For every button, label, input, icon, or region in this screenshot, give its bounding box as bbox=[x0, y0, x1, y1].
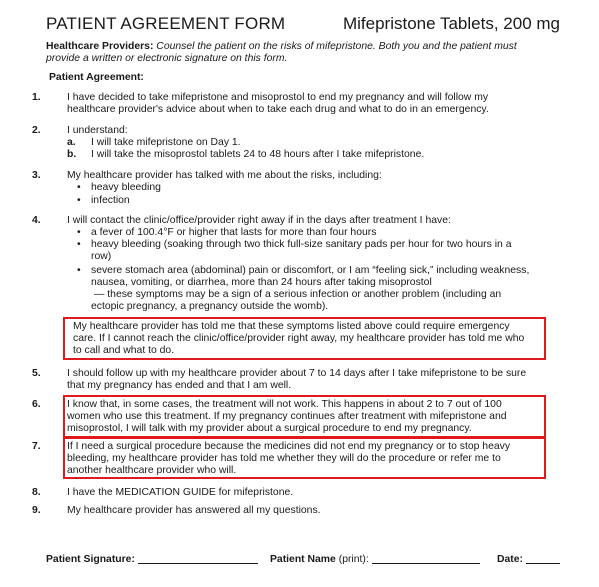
product-name: Mifepristone Tablets, 200 mg bbox=[342, 14, 560, 33]
item-4-emergency: care. If I cannot reach the clinic/office/provider right away, my healthcare provider has told me who bbox=[73, 333, 525, 344]
item-3-bullet: infection bbox=[91, 195, 130, 206]
patient-signature-field[interactable] bbox=[46, 553, 258, 565]
bullet-icon: • bbox=[77, 239, 81, 250]
item-number: 3. bbox=[32, 170, 41, 181]
provider-instructions bbox=[46, 41, 566, 66]
item-3-line: My healthcare provider has talked with me about the risks, including: bbox=[67, 170, 382, 181]
bullet-icon: • bbox=[77, 182, 81, 193]
patient-agreement-heading: Patient Agreement: bbox=[49, 72, 144, 83]
date-field[interactable] bbox=[497, 553, 560, 565]
subitem-label: a. bbox=[67, 137, 76, 148]
form-title: PATIENT AGREEMENT FORM bbox=[46, 14, 286, 33]
item-4-note: ectopic pregnancy, a pregnancy outside the womb). bbox=[91, 301, 329, 312]
item-4-note: — these symptoms may be a sign of a serious infection or another problem (including an bbox=[94, 289, 502, 300]
item-7-line: bleeding, my healthcare provider has told me whether they will do the procedure or refer me to bbox=[67, 453, 501, 464]
form-header bbox=[46, 14, 560, 36]
intro-line-2: provide a written or electronic signature on this form. bbox=[46, 53, 288, 65]
subitem-label: b. bbox=[67, 149, 77, 160]
item-2-line: I understand: bbox=[67, 125, 128, 136]
patient-name-hint: (print): bbox=[335, 554, 369, 565]
date-blank[interactable] bbox=[526, 553, 560, 564]
item-1-line: I have decided to take mifepristone and misoprostol to end my pregnancy and will follow my bbox=[67, 92, 489, 103]
item-7-line: another healthcare provider who will. bbox=[67, 465, 237, 476]
item-4-emergency: to call and what to do. bbox=[73, 345, 175, 356]
bullet-icon: • bbox=[77, 227, 81, 238]
date-label: Date: bbox=[497, 554, 523, 565]
patient-name-label: Patient Name bbox=[270, 554, 336, 565]
patient-signature-blank[interactable] bbox=[138, 553, 258, 564]
item-6-line: women who use this treatment. If my pregnancy continues after treatment with mifepristone and bbox=[67, 411, 507, 422]
item-number: 5. bbox=[32, 368, 41, 379]
item-number: 2. bbox=[32, 125, 41, 136]
item-number: 7. bbox=[32, 441, 41, 452]
item-4-emergency: My healthcare provider has told me that these symptoms listed above could require emergency bbox=[73, 321, 510, 332]
item-7-line: If I need a surgical procedure because the medicines did not end my pregnancy or to stop heavy bbox=[67, 441, 511, 452]
item-6-line: I know that, in some cases, the treatment will not work. This happens in about 2 to 7 out of 100 bbox=[67, 399, 502, 410]
item-4-bullet: a fever of 100.4°F or higher that lasts for more than four hours bbox=[91, 227, 377, 238]
patient-name-field[interactable] bbox=[270, 553, 480, 565]
patient-name-blank[interactable] bbox=[372, 553, 480, 564]
item-number: 8. bbox=[32, 487, 41, 498]
item-5-line: that my pregnancy has ended and that I am well. bbox=[67, 380, 292, 391]
patient-signature-label: Patient Signature: bbox=[46, 554, 135, 565]
item-4-bullet: heavy bleeding (soaking through two thick full-size sanitary pads per hour for two hours in a bbox=[91, 239, 512, 250]
item-number: 6. bbox=[32, 399, 41, 410]
item-1-line: healthcare provider's advice about when to take each drug and what to do in an emergency. bbox=[67, 104, 489, 115]
item-4-line: I will contact the clinic/office/provider right away if in the days after treatment I have: bbox=[67, 215, 451, 226]
item-4-bullet: row) bbox=[91, 251, 112, 262]
item-6-line: misoprostol, I will talk with my provider about a surgical procedure to end my pregnancy. bbox=[67, 423, 472, 434]
item-4-bullet: nausea, vomiting, or diarrhea, more than 24 hours after taking misoprostol bbox=[91, 277, 432, 288]
intro-label: Healthcare Providers: bbox=[46, 41, 154, 52]
item-number: 4. bbox=[32, 215, 41, 226]
item-8-line: I have the MEDICATION GUIDE for mifepristone. bbox=[67, 487, 294, 498]
item-3-bullet: heavy bleeding bbox=[91, 182, 161, 193]
item-9-line: My healthcare provider has answered all my questions. bbox=[67, 505, 321, 516]
item-2a-line: I will take mifepristone on Day 1. bbox=[91, 137, 241, 148]
item-4-bullet: severe stomach area (abdominal) pain or discomfort, or I am “feeling sick,” including weakness, bbox=[91, 265, 530, 276]
bullet-icon: • bbox=[77, 195, 81, 206]
item-2b-line: I will take the misoprostol tablets 24 to 48 hours after I take mifepristone. bbox=[91, 149, 425, 160]
item-5-line: I should follow up with my healthcare provider about 7 to 14 days after I take mifepristone to be sure bbox=[67, 368, 527, 379]
item-number: 9. bbox=[32, 505, 41, 516]
item-number: 1. bbox=[32, 92, 41, 103]
intro-line-1: Counsel the patient on the risks of mifepristone. Both you and the patient must bbox=[153, 41, 517, 52]
bullet-icon: • bbox=[77, 265, 81, 276]
